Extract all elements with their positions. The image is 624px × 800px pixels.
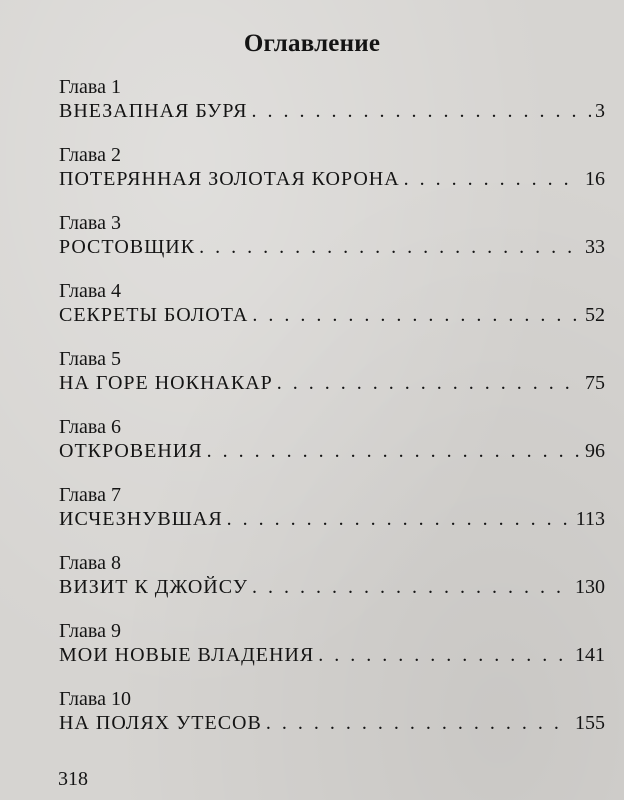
page-number: 52 bbox=[585, 304, 605, 326]
page-number: 113 bbox=[575, 508, 605, 530]
page-number: 75 bbox=[585, 372, 605, 394]
toc-line bbox=[59, 576, 605, 604]
chapter-label: Глава 3 bbox=[59, 212, 121, 234]
chapter-title: НА ГОРЕ НОКНАКАР bbox=[59, 372, 273, 394]
chapter-title: СЕКРЕТЫ БОЛОТА bbox=[59, 304, 249, 326]
page-number: 155 bbox=[575, 712, 605, 734]
toc-line bbox=[59, 712, 605, 740]
chapter-title: НА ПОЛЯХ УТЕСОВ bbox=[59, 712, 262, 734]
chapter-label: Глава 2 bbox=[59, 144, 121, 166]
page-number: 33 bbox=[585, 236, 605, 258]
dot-leader bbox=[277, 372, 581, 395]
chapter-label: Глава 10 bbox=[59, 688, 131, 710]
chapter-title: ВНЕЗАПНАЯ БУРЯ bbox=[59, 100, 248, 122]
dot-leader bbox=[199, 236, 581, 259]
dot-leader bbox=[252, 100, 591, 123]
dot-leader bbox=[252, 304, 581, 327]
dot-leader bbox=[207, 440, 581, 463]
toc-line bbox=[59, 508, 605, 536]
toc-line bbox=[59, 372, 605, 400]
toc-entry-6 bbox=[59, 412, 605, 480]
toc-line bbox=[59, 236, 605, 264]
toc-line bbox=[59, 304, 605, 332]
page-number: 3 bbox=[595, 100, 605, 122]
chapter-label: Глава 8 bbox=[59, 552, 121, 574]
toc-entry-1 bbox=[59, 72, 605, 140]
dot-leader bbox=[266, 712, 571, 735]
page-number: 130 bbox=[575, 576, 605, 598]
toc-entry-9 bbox=[59, 616, 605, 684]
toc-entry-3 bbox=[59, 208, 605, 276]
toc-line bbox=[59, 440, 605, 468]
toc-entry-2 bbox=[59, 140, 605, 208]
chapter-label: Глава 4 bbox=[59, 280, 121, 302]
chapter-label: Глава 5 bbox=[59, 348, 121, 370]
dot-leader bbox=[227, 508, 572, 531]
page-number: 141 bbox=[575, 644, 605, 666]
chapter-title: ПОТЕРЯННАЯ ЗОЛОТАЯ КОРОНА bbox=[59, 168, 400, 190]
dot-leader bbox=[404, 168, 581, 191]
toc-line bbox=[59, 100, 605, 128]
chapter-title: ИСЧЕЗНУВШАЯ bbox=[59, 508, 223, 530]
toc-entry-10 bbox=[59, 684, 605, 752]
dot-leader bbox=[318, 644, 571, 667]
chapter-label: Глава 1 bbox=[59, 76, 121, 98]
page-number: 16 bbox=[585, 168, 605, 190]
chapter-label: Глава 6 bbox=[59, 416, 121, 438]
chapter-title: МОИ НОВЫЕ ВЛАДЕНИЯ bbox=[59, 644, 315, 666]
folio-page-number: 318 bbox=[58, 768, 88, 790]
toc-entry-8 bbox=[59, 548, 605, 616]
toc-entry-4 bbox=[59, 276, 605, 344]
chapter-title: ОТКРОВЕНИЯ bbox=[59, 440, 203, 462]
chapter-title: РОСТОВЩИК bbox=[59, 236, 196, 258]
toc-entry-7 bbox=[59, 480, 605, 548]
toc-title: Оглавление bbox=[243, 30, 381, 57]
chapter-label: Глава 7 bbox=[59, 484, 121, 506]
table-of-contents bbox=[59, 72, 605, 752]
toc-entry-5 bbox=[59, 344, 605, 412]
toc-line bbox=[59, 168, 605, 196]
toc-line bbox=[59, 644, 605, 672]
chapter-label: Глава 9 bbox=[59, 620, 121, 642]
chapter-title: ВИЗИТ К ДЖОЙСУ bbox=[59, 576, 248, 598]
dot-leader bbox=[252, 576, 571, 599]
page-number: 96 bbox=[585, 440, 605, 462]
